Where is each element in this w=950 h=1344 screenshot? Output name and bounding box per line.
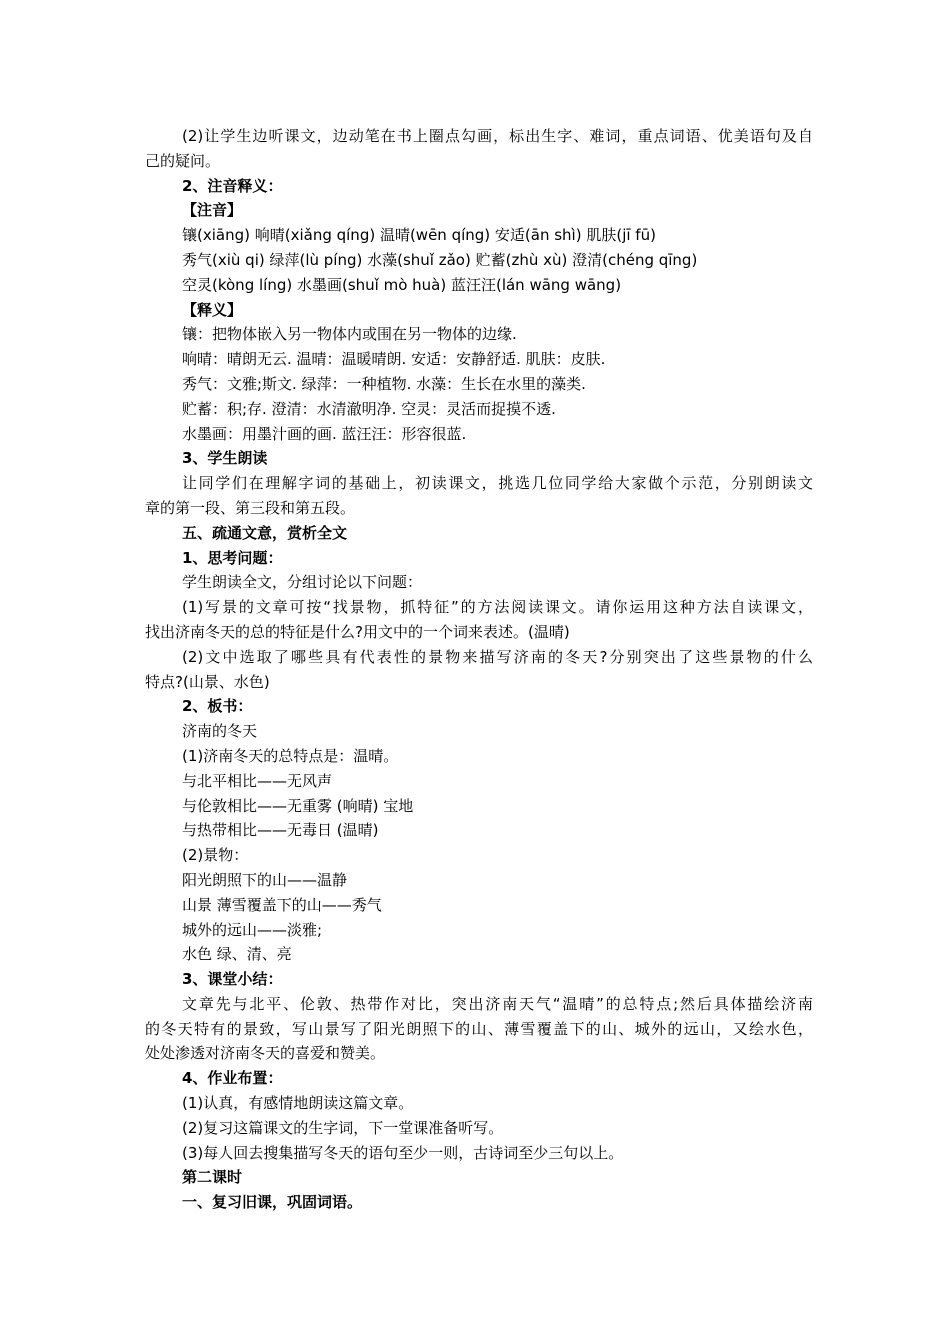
text-line: 秀气：文雅;斯文. 绿萍：一种植物. 水藻：生长在水里的藻类. [182,374,586,393]
section-heading: 一、复习旧课，巩固词语。 [182,1193,363,1212]
text-line: 章的第一段、第三段和第五段。 [145,498,356,517]
document-body [145,124,813,1215]
text-line: (2)复习这篇课文的生字词，下一堂课准备听写。 [182,1118,504,1137]
section-heading: 3、学生朗读 [182,449,268,468]
text-line: 响晴：晴朗无云. 温晴：温暖晴朗. 安适：安静舒适. 肌肤：皮肤. [182,350,606,369]
text-line: 镶(xiāng) 响晴(xiǎng qíng) 温晴(wēn qíng) 安适(ān shì) 肌肤(jī fū) [182,226,656,245]
text-line: 镶：把物体嵌入另一物体内或围在另一物体的边缘. [182,325,517,344]
section-heading: 第二课时 [182,1168,243,1187]
section-heading: 4、作业布置： [182,1069,283,1088]
text-line: (2)让学生边听课文，边动笔在书上圈点勾画，标出生字、难词，重点词语、优美语句及自 [182,127,813,145]
text-line: (1)济南冬天的总特点是：温晴。 [182,746,399,765]
text-line: 处处渗透对济南冬天的喜爱和赞美。 [145,1044,386,1063]
text-line: 找出济南冬天的总的特征是什么?用文中的一个词来表述。(温晴) [145,622,570,641]
text-line: 秀气(xiù qi) 绿萍(lù píng) 水藻(shuǐ zǎo) 贮蓄(zhù xù) 澄清(chéng qīng) [182,250,698,269]
section-heading: 五、疏通文意，赏析全文 [182,523,348,542]
text-line: 空灵(kòng líng) 水墨画(shuǐ mò huà) 蓝汪汪(lán wāng wāng) [182,275,622,294]
text-line: 与热带相比——无毒日 (温晴) [182,821,379,840]
section-heading: 3、课堂小结： [182,970,283,989]
text-line: (2)文中选取了哪些具有代表性的景物来描写济南的冬天?分别突出了这些景物的什么 [182,647,813,666]
text-line: (1)认真，有感情地朗读这篇文章。 [182,1094,414,1113]
text-line: 济南的冬天 [182,722,258,741]
text-line: 文章先与北平、伦敦、热带作对比，突出济南天气“温晴”的总特点;然后具体描绘济南 [182,994,813,1013]
text-line: 城外的远山——淡雅; [182,920,323,939]
text-line: 学生朗读全文，分组讨论以下问题： [182,573,423,592]
text-line: 水色 绿、清、亮 [182,945,292,964]
text-line: 己的疑问。 [145,151,221,170]
text-line: 水墨画：用墨汁画的画. 蓝汪汪：形容很蓝. [182,424,467,443]
text-line: 让同学们在理解字词的基础上，初读课文，挑选几位同学给大家做个示范，分别朗读文 [182,474,813,493]
text-line: 的冬天特有的景致，写山景写了阳光朗照下的山、薄雪覆盖下的山、城外的远山，又绘水色， [145,1019,813,1038]
section-heading: 【释义】 [182,300,243,319]
text-line: 特点?(山景、水色) [145,672,270,691]
text-line: (3)每人回去搜集描写冬天的语句至少一则，古诗词至少三句以上。 [182,1143,624,1162]
section-heading: 2、板书： [182,697,253,716]
text-line: 山景 薄雪覆盖下的山——秀气 [182,895,382,914]
section-heading: 2、注音释义： [182,176,283,195]
text-line: 阳光朗照下的山——温静 [182,870,348,889]
text-line: 与北平相比——无风声 [182,771,333,790]
section-heading: 1、思考问题： [182,548,283,567]
text-line: 贮蓄：积;存. 澄清：水清澈明净. 空灵：灵活而捉摸不透. [182,399,556,418]
text-line: 与伦敦相比——无重雾 (响晴) 宝地 [182,796,414,815]
section-heading: 【注音】 [182,201,243,220]
text-line: (2)景物： [182,846,249,865]
text-line: (1)写景的文章可按“找景物，抓特征”的方法阅读课文。请你运用这种方法自读课文， [182,598,813,617]
